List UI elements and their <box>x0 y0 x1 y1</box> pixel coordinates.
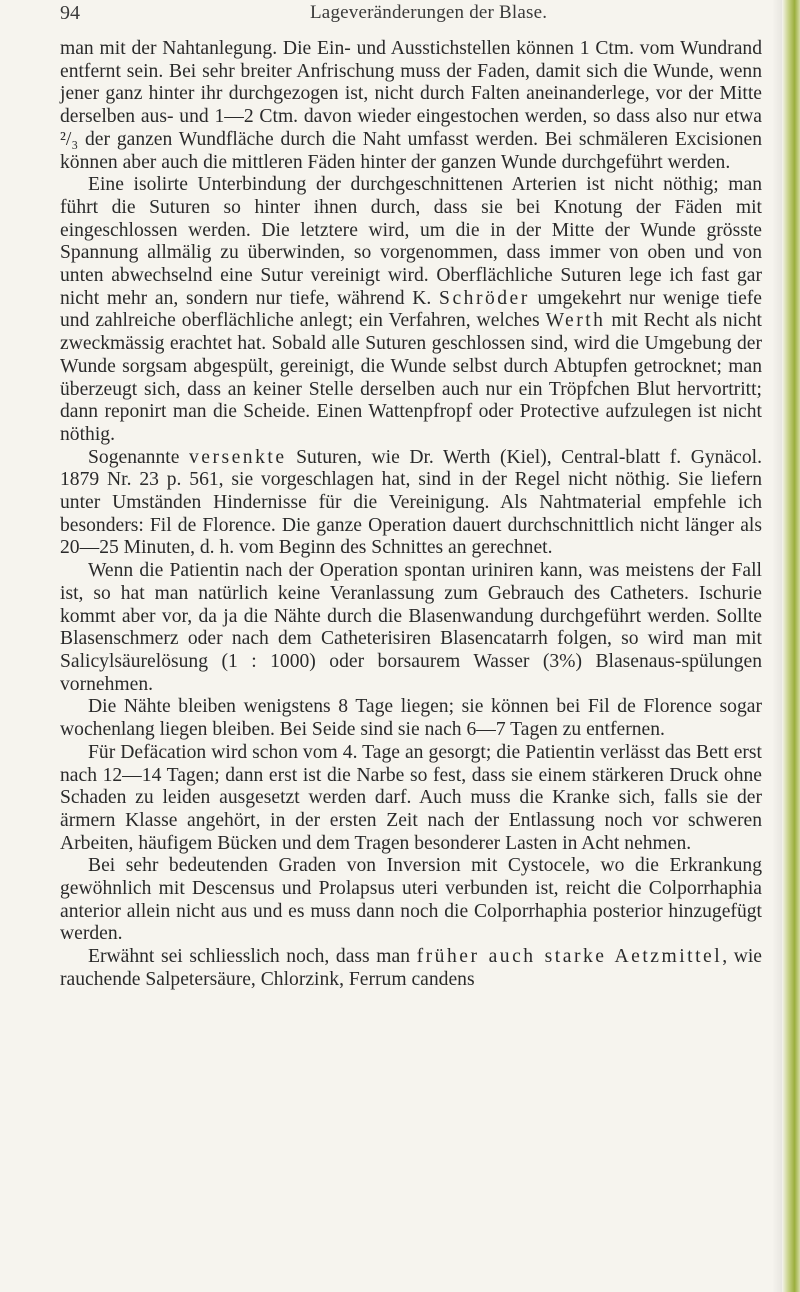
paragraph <box>60 946 762 991</box>
paragraph-text: mit Recht als nicht zweckmässig erachtet hat. Sobald alle Suturen geschlossen sind, wird die Umgebung der Wunde sorgsam abgespült, gereinigt, die Wunde selbst durch Abtupfen getrocknet; man überzeugt sich, dass an keiner Stelle derselben auch nur ein Tröpfchen Blut hervortritt; dann reponirt man die Scheide. Einen Wattenpfropf oder Protective aufzulegen ist nicht nöthig. <box>60 310 762 445</box>
page-header <box>60 2 760 30</box>
paragraph-text: Bei sehr bedeutenden Graden von Inversion mit Cystocele, wo die Erkrankung gewöhnlich mit Descensus und Prolapsus uteri verbunden ist, reicht die Colporrhaphia anterior allein nicht aus und es muss dann noch die Colporrhaphia posterior hinzugefügt werden. <box>60 855 762 945</box>
paragraph <box>60 855 762 946</box>
paragraph <box>60 174 762 446</box>
paragraph <box>60 560 762 696</box>
paragraph-text: Eine isolirte Unterbindung der durchgeschnittenen Arterien ist nicht nöthig; man führt die Suturen so hinter ihnen durch, dass sie bei Knotung der Fäden mit eingeschlossen werden. Die letztere wird, um die in der Mitte der Wunde grösste Spannung allmälig zu überwinden, so vorgenommen, dass immer von oben und von unten abwechselnd eine Sutur vereinigt wird. Oberflächliche Suturen lege ich fast gar nicht mehr an, sondern nur tiefe, während K. <box>60 174 762 309</box>
paragraph-text: Suturen, wie Dr. Werth (Kiel), Central-blatt f. Gynäcol. 1879 Nr. 23 p. 561, sie vorgeschlagen hat, sind in der Regel nicht nöthig. Sie liefern unter Umständen Hindernisse für die Vereinigung. Als Nahtmaterial empfehle ich besonders: Fil de Florence. Die ganze Operation dauert durchschnittlich nicht länger als 20—25 Minuten, d. h. vom Beginn des Schnittes an gerechnet. <box>60 446 762 559</box>
binding-shadow <box>772 0 782 1292</box>
paragraph-text: Erwähnt sei schliesslich noch, dass man <box>88 946 417 968</box>
paragraph-text: man mit der Nahtanlegung. Die Ein- und Ausstichstellen können 1 Ctm. vom Wundrand entfernt sein. Bei sehr breiter Anfrischung muss der Faden, damit sich die Wunde, wenn jener ganz hinter ihr durchgezogen ist, nicht durch Falten aneinanderlege, vor der Mitte derselben aus- und 1—2 Ctm. davon wieder eingestochen werden, so dass also nur etwa ²/₃ der ganzen Wundfläche durch die Naht umfasst werden. Bei schmäleren Excisionen können aber auch die mittleren Fäden hinter der ganzen Wunde durchgeführt werden. <box>60 38 762 173</box>
paragraph-text: Die Nähte bleiben wenigstens 8 Tage liegen; sie können bei Fil de Florence sogar wochenlang liegen bleiben. Bei Seide sind sie nach 6—7 Tagen zu entfernen. <box>60 696 762 741</box>
body-text <box>60 38 762 992</box>
paragraph <box>60 38 762 174</box>
emphasized-text: früher auch starke Aetzmittel <box>416 946 723 968</box>
emphasized-text: Werth <box>545 310 606 332</box>
paragraph-text: , wie rauchende Salpetersäure, Chlorzink, Ferrum candens <box>60 946 763 990</box>
paragraph <box>60 696 762 741</box>
paragraph-text: Für Defäcation wird schon vom 4. Tage an gesorgt; die Patientin verlässt das Bett erst nach 12—14 Tagen; dann erst ist die Narbe so fest, dass sie einem stärkeren Druck ohne Schaden zu leiden ausgesetzt werden darf. Auch muss die Kranke sich, falls sie der ärmern Klasse angehört, in der ersten Zeit nach der Entlassung noch vor schweren Arbeiten, häufigem Bücken und dem Tragen besonderer Lasten in Acht nehmen. <box>60 741 762 854</box>
page-number: 94 <box>60 2 80 24</box>
paragraph-text: umgekehrt nur wenige tiefe und zahlreiche oberflächliche anlegt; ein Verfahren, welches <box>60 287 762 332</box>
emphasized-text: versenkte <box>188 446 287 468</box>
paragraph-text: Wenn die Patientin nach der Operation spontan uriniren kann, was meistens der Fall ist, so hat man natürlich keine Veranlassung zum Gebrauch des Catheters. Ischurie kommt aber vor, da ja die Nähte durch die Blasenwandung durchgeführt werden. Sollte Blasenschmerz oder nach dem Catheterisiren Blasencatarrh folgen, so wird man mit Salicylsäurelösung (1 : 1000) oder borsaurem Wasser (3%) Blasenaus-spülungen vornehmen. <box>60 560 762 695</box>
paragraph <box>60 447 762 561</box>
binding-edge <box>782 0 800 1292</box>
emphasized-text: Schröder <box>439 287 530 309</box>
paragraph <box>60 742 762 856</box>
running-title: Lageveränderungen der Blase. <box>310 2 548 23</box>
paragraph-text: Sogenannte <box>88 446 189 468</box>
